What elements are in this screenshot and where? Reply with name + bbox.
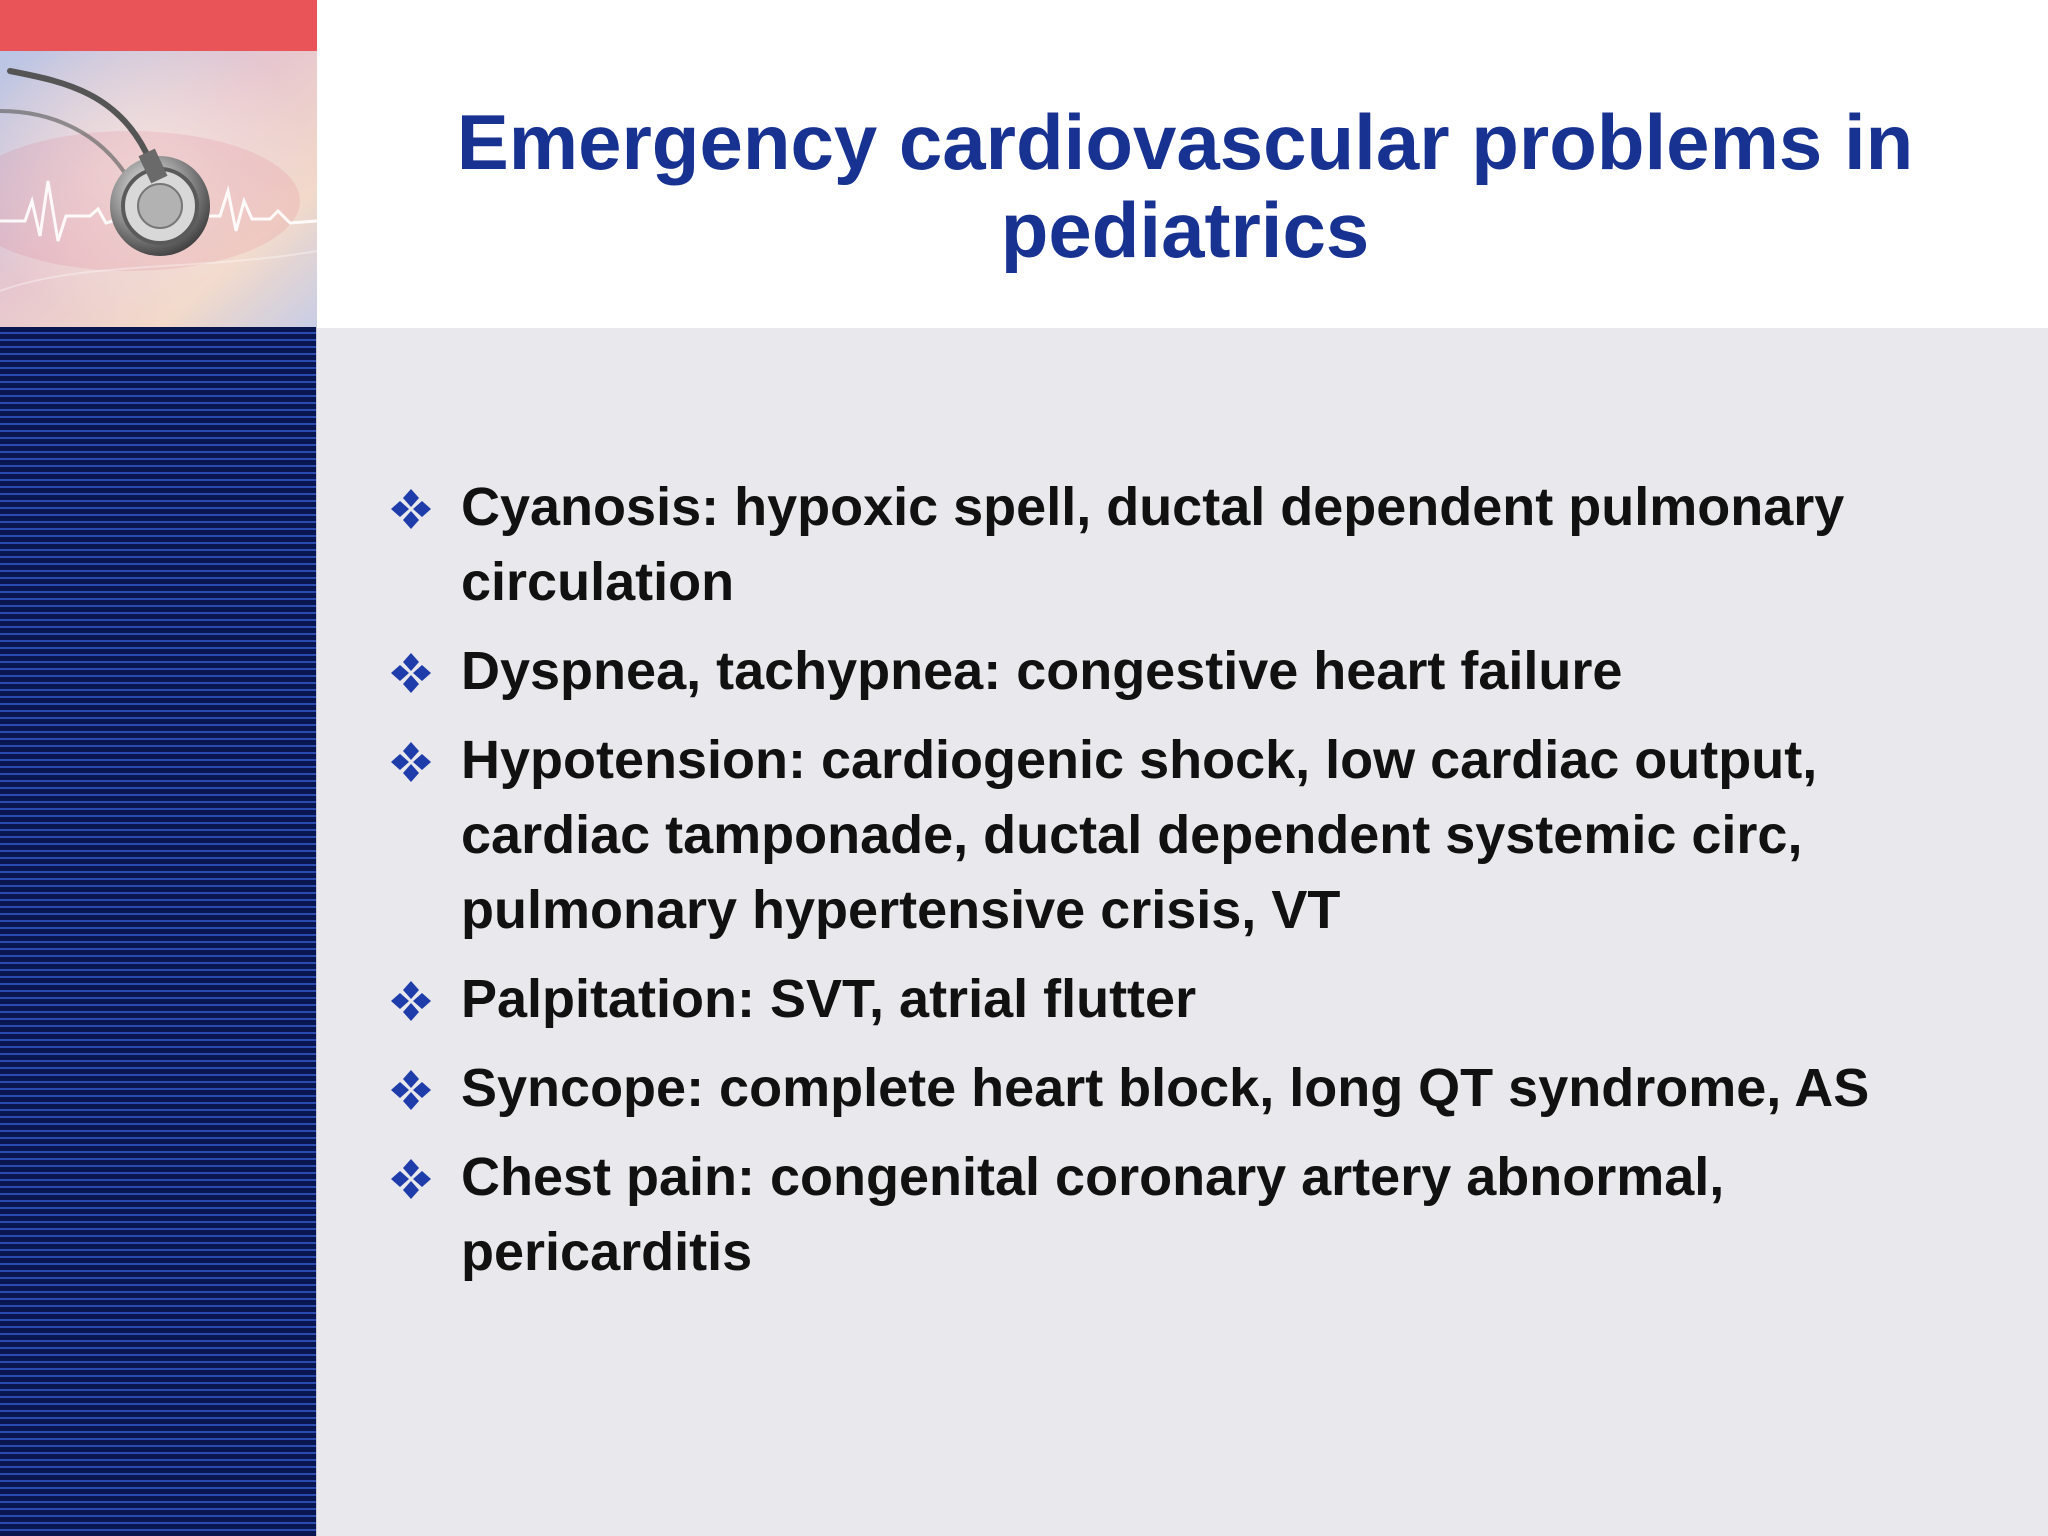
list-item	[383, 962, 1983, 1037]
bullet-text: Cyanosis: hypoxic spell, ductal dependent pulmonary circulation	[461, 477, 1845, 612]
slide-title: Emergency cardiovascular problems in pediatrics	[456, 98, 1914, 274]
four-diamond-bullet-icon	[389, 1068, 433, 1112]
four-diamond-bullet-icon	[389, 1157, 433, 1201]
red-accent-strip	[0, 0, 321, 51]
bullet-text: Dyspnea, tachypnea: congestive heart failure	[461, 641, 1623, 701]
list-item	[383, 723, 1983, 948]
list-item	[383, 1051, 1983, 1126]
stethoscope-ecg-image	[0, 51, 317, 327]
bullet-text: Palpitation: SVT, atrial flutter	[461, 969, 1197, 1029]
bullet-text: Syncope: complete heart block, long QT syndrome, AS	[461, 1058, 1870, 1118]
list-item	[383, 470, 1983, 620]
four-diamond-bullet-icon	[389, 979, 433, 1023]
bullet-list	[383, 470, 1983, 1304]
bullet-text: Hypotension: cardiogenic shock, low cardiac output, cardiac tamponade, ductal dependent systemic circ, pulmonary hypertensive crisis, VT	[461, 730, 1818, 940]
bullet-text: Chest pain: congenital coronary artery abnormal, pericarditis	[461, 1147, 1725, 1282]
list-item	[383, 634, 1983, 709]
four-diamond-bullet-icon	[389, 651, 433, 695]
list-item	[383, 1140, 1983, 1290]
sidebar-divider	[316, 327, 317, 1536]
four-diamond-bullet-icon	[389, 740, 433, 784]
four-diamond-bullet-icon	[389, 487, 433, 531]
striped-sidebar-pattern	[0, 327, 316, 1536]
